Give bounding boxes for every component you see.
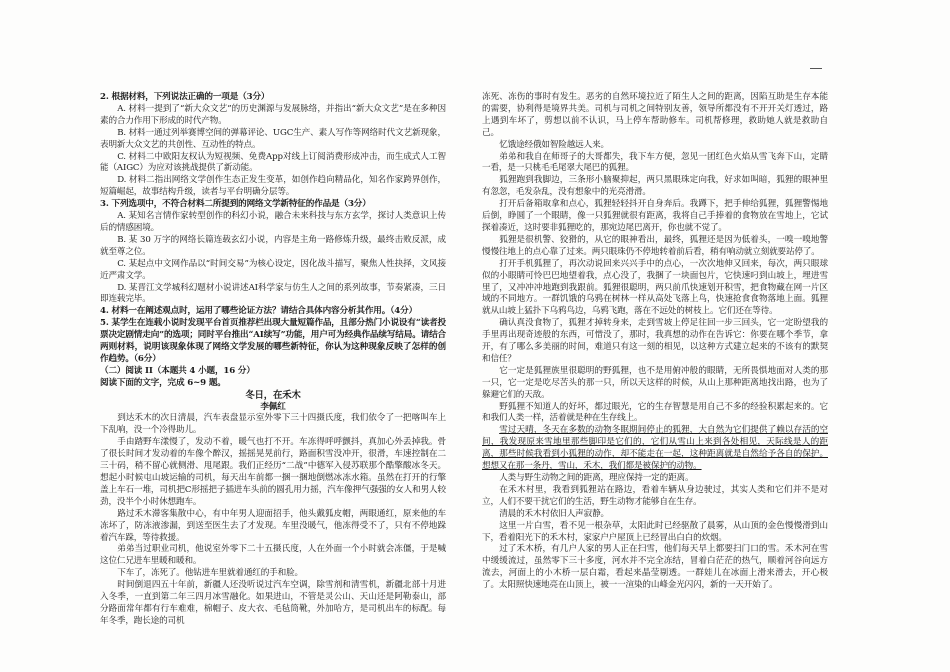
article-paragraph: 弟弟当过职业司机，他说室外零下二十五摄氏度，人在外面一个小时就会冻僵，于是喊这位仁兄进车里暖和暖和。 [100, 544, 446, 567]
question-4: 4. 材料一在阐述观点时，运用了哪些论证方法？请结合具体内容分析其作用。（4分） [100, 306, 418, 317]
article-paragraph: 到达禾木的次日清晨，汽车表盘显示室外零下三十四摄氏度，我们依令了一把喀叫车上下乱响，没一个冷得助儿。 [100, 413, 446, 436]
article-paragraph: 清晨的禾木村依旧人声寂静。 [499, 508, 609, 519]
question-2-option-d: D. 材料二指出网络文学创作生态正发生变革，如创作趋向精品化，知名作家跨界创作，短篇崛起，故事结构升级，读者与平台明确分层等。 [100, 175, 446, 198]
corner-mark [810, 68, 822, 69]
left-column [100, 92, 446, 628]
question-5: 5. 某学生在连载小说时发现平台首页推荐栏出现大量短篇作品，且部分热门小说设有“读者投票决定剧情走向”的选项；同时平台推出“AI续写”功能，用户可为经典作品续写结局。请结合两则材料，说明该现象体现了网络文学发展的哪些新特征，你认为这种现象反映了怎样的创作趋势。（6分） [100, 318, 446, 364]
article-paragraph: 打开手机狐狸了，再次动说回来兴兴手中的点心，一次次地伸又回来，每次，两只眼球似的小眼睛可怜巴巴地望着我，点心没了，我捆了一块面包片，它快速叼到山坡上，埋进雪里了，又冲冲冲地跑到我跟前。狐狸很聪明，两只前爪快速划开积雪，把食物藏在网一片区域的不同地方。一群饥饿的乌鸦在树林一样从高处飞落上鸟，快速抢食食物落地上面。狐狸就从山坡上猛扑下乌鸦鸟边，乌鸦飞跑，落在不远处的树枝上。它们还在等待。 [482, 258, 828, 317]
article-paragraph: 忆饿途经俄如智险越远人来。 [499, 139, 609, 150]
article-paragraph: 过了禾木桥，有几户人家的男人正在扫雪，他们每天早上都要扫门口的雪。禾木河在雪中缓缓流过，虽然零下三十多度，河水并不完全冻结，冒着白茫茫的热气，顺着河谷向远方流去，河面上的小木桥一层白霜，看起来晶莹剔透。一群娃儿在冰面上滑来滑去，开心极了。太阳照快速地亮在山顶上，被一一渲染的山峰金光闪闪，新的一天开始了。 [482, 544, 828, 591]
question-3-option-b: B. 某 30 万字的网络长篇连载玄幻小说，内容是主角一路修炼升级，最终击败反派，成就至尊之位。 [100, 234, 446, 257]
article-paragraph: 它一定是狐狸族里很聪明的野狐狸，也不是用俯冲般的眼睛，无所畏惧地面对人类的那一只，它一定是吃尽苦头的那一只，所以天这样的时候，从山上那种距离地找出路，也为了躲避它们的天敌。 [482, 365, 828, 400]
article-paragraph: 在禾木村里，我看到狐狸站在路边，看着车辆从身边驶过，其实人类和它们并不是对立，人们不要干扰它们的生活，野生动物才能够自在生存。 [482, 484, 828, 507]
question-3-option-d: D. 某晋江文学城科幻题材小说讲述AI科学家与仿生人之间的系列故事，节奏紧凑，三日即连载完毕。 [100, 282, 446, 305]
right-column [482, 92, 828, 592]
question-3-option-a: A. 某知名言情作家转型创作的科幻小说，融合未来科技与东方玄学，探讨人类意识上传后的情感困境。 [100, 211, 446, 233]
article-paragraph: 人类与野生动物之间的距离，理应保持一定的距离。 [499, 473, 694, 483]
question-2-option-a: A. 材料一提到了“新大众文艺”的历史渊源与发展脉络，并指出“新大众文艺”是在多种因素的合力作用下形成的时代产物。 [100, 103, 446, 126]
article-title: 冬日，在禾木 [245, 389, 301, 401]
question-2-option-b: B. 材料一通过列举赛博空间的弹幕评论、UGC生产、素人写作等网络时代文艺新现象，表明新大众文艺的共创性、互动性的特点。 [100, 127, 446, 150]
article-paragraph: 冻死、冻伤的事时有发生。恶劣的自然环境拉近了陌生人之间的距离，因陷互助是生存本能的需要，协利得是境界共美。司机与司机之间特别友善，领导所都没有不开开关灯透过，路上遇到车坏了，剪想以前不认识，马上停车帮助修车。司机帮修理，救助她人就是救助自己。 [482, 92, 828, 138]
section-intro: 阅读下面的文字，完成 6~9 题。 [100, 377, 226, 388]
article-paragraph: 时间倒退四五十年前，新疆人还没听说过汽车空调，除雪剂和清雪机，新疆北部十月进入冬季，一直到第二年三四月冰雪融化。如果进山，不管是灵公山、天山还是阿勒泰山，部分路面常年都有行车难难，棉帽子、皮大衣、毛毡筒靴，外加哈方，是司机出车的标配。每年冬季，跑长途的司机 [100, 580, 446, 626]
question-2-option-c: C. 材料二中欧阳友权认为短视频、免费App对线上订阅消费形成冲击，而生成式人工智能（AIGC）为应对该挑战提供了新动能。 [100, 151, 446, 174]
article-paragraph: 路过禾木滞客集散中心，有中年男人迎面招手，他头戴狐皮帽，两眼通红，原来他的车冻坏了，防冻液渗漏，到送至医生去了才发现。车里没暖气，他冻得受不了，只有不停地跺着汽车跺，等待救援。 [100, 508, 446, 543]
article-author: 李佩红 [260, 401, 286, 412]
article-paragraph: 打开后备箱取拿和点心，狐狸轻轻抖开自身奔后。我蹲下，把手伸给狐狸，狐狸警惕地后倒，睁圆了一个眼睛，像一只狐狸就很有距离，我将自己手捧着的食物放在雪地上，它试探着凑近，这时要非狐狸吃的，那宛边尾巴离开，你也就不觉了。 [482, 199, 828, 233]
article-paragraph: 弟弟和我自在师哥子的大哥都失，我下车方便，忽见一团红色火焰从雪飞奔下山，定睛一看，是一只桃毛毛尾翠大尾巴的狐狸。 [482, 151, 828, 174]
article-paragraph: 野狐狸不知道人的好坏，都过眼光，它的生存智慧是用自己不多的经验积累起来的。它和我们人类一样，活着就是种在生存线上。 [482, 401, 828, 424]
question-2-stem: 2. 根据材料，下列说法正确的一项是（3分） [100, 92, 270, 102]
article-paragraph: 确认真没食物了，狐狸才掉转身来，走到雪坡上停足往回一步三回头，它一定盼望我的手里再出现奇迹般的东西，可惜没了，那时，我真想的动作在告诉它：你要在哪个季节，拿开，有了哪么多美丽的时间，难道只有这一刻的相见，以这种方式建立起来的不该有的默契和信任？ [482, 318, 828, 364]
article-paragraph: 手由踏野车漾慢了，发动不着，暖气也打不开。车冻得呼呼颤抖，真加心外丢掉我。骨了很长时间才发动着的车像个醉汉，摇摇晃晃前行，路面积雪没冲开，很滑，车速控制在二三十码，稍不留心就侧滑、甩尾跟。我们正经历“二战”中德军入侵苏联那个酷擎酸冰冬天。想起小时候屯山坡运输的司机，每天出车前都一捆一捆地倒燃冰冻水箱。虽然在打开的行擎盖上车石一堆，司机把C形摇把子插进车头前的圆孔用力摇，汽车像押气强强的女人和男人较劲，没半个小时休想跑车。 [100, 437, 446, 507]
article-paragraph: 狐狸是很机警、狡猾的，从它的眼神看出，最终，狐狸还是因为低着头，一嗅一嗅地警慢慢往地上的点心靠了过来。两只眼珠仍不停地转着前后看，稍有响动就立刻就要站停了。 [482, 234, 828, 257]
article-paragraph-underlined: 雪过天晴，冬天在多数的动物冬眠期间停止的狐狸，大自然为它们提供了赖以存活的空间，我发现原来雪地里那些脚印是它们的，它们从雪山上来到各处相见，天际线是人的距离，那些时候我看到小狐狸的动作，却不能走在一起，这种距离就是自然给予各自的保护。想想又在那一条丹，雪山，禾木，我们都是被保护的动物。 [482, 425, 828, 472]
article-paragraph: 下车了，冻死了。他钻进车里就着通红的手和脸。 [117, 568, 303, 579]
section-title: （二）阅读 II（本题共 4 小题，16 分） [100, 365, 255, 376]
article-paragraph: 这里一片白雪，看不见一根杂草，太阳此时已经驱散了晨雾，从山顶的金色慢慢滑到山下，看着阳光下的禾木村，家家户户屋顶上已经冒出白白的炊烟。 [482, 520, 828, 543]
question-3-stem: 3. 下列选项中，不符合材料二所提到的网络文学新特征的作品是（3分） [100, 199, 371, 210]
article-paragraph: 狐狸跑到我脚边，三条形小脑聚抑起，两只黑眼珠定向我，好求如叫暗，狐狸的眼神里有忽忽，毛发杂乱，没有想象中的光亮滑滑。 [482, 175, 828, 198]
question-3-option-c: C. 某起点中文网作品以“时间交易”为核心设定，因化战斗描写，聚焦人性抉择，文风接近严肃文学。 [100, 258, 446, 281]
